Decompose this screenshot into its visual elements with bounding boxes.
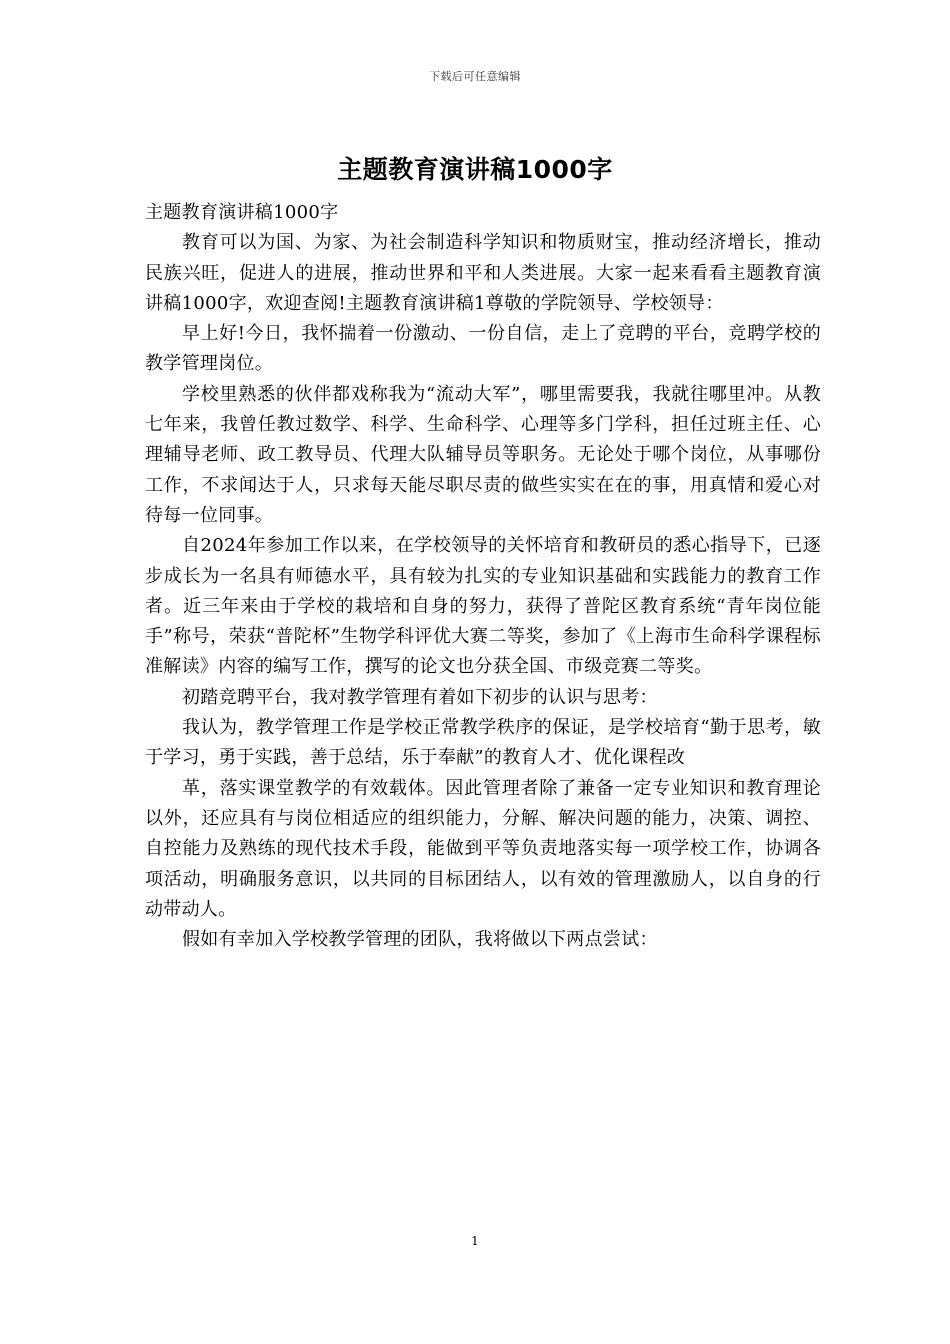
body-paragraph: 初踏竞聘平台，我对教学管理有着如下初步的认识与思考：: [182, 686, 658, 708]
page-number: 1: [471, 1234, 479, 1248]
document-body: [145, 198, 821, 955]
body-paragraph: 学校里熟悉的伙伴都戏称我为“流动大军”，哪里需要我，我就往哪里冲。从教七年来，我曾任教过数学、科学、生命科学、心理等多门学科，担任过班主任、心理辅导老师、政工教导员、代理大队辅导员等职务。无论处于哪个岗位，从事哪份工作，不求闻达于人，只求每天能尽职尽责的做些实实在在的事，用真情和爱心对待每一位同事。: [145, 383, 821, 526]
body-paragraph: 我认为，教学管理工作是学校正常教学秩序的保证，是学校培育“勤于思考，敏于学习，勇于实践，善于总结，乐于奉献”的教育人才、优化课程改: [145, 717, 821, 769]
body-paragraph: 早上好!今日，我怀揣着一份激动、一份自信，走上了竞聘的平台，竞聘学校的教学管理岗位。: [145, 323, 821, 375]
document-title: 主题教育演讲稿1000字: [337, 155, 613, 184]
body-paragraph: 假如有幸加入学校教学管理的团队，我将做以下两点尝试：: [182, 929, 658, 951]
body-paragraph: 自2024年参加工作以来，在学校领导的关怀培育和教研员的悉心指导下，已逐步成长为一名具有师德水平，具有较为扎实的专业知识基础和实践能力的教育工作者。近三年来由于学校的栽培和自身的努力，获得了普陀区教育系统“青年岗位能手”称号，荣获“普陀杯”生物学科评优大赛二等奖，参加了《上海市生命科学课程标准解读》内容的编写工作，撰写的论文也分获全国、市级竞赛二等奖。: [145, 535, 821, 678]
body-paragraph: 教育可以为国、为家、为社会制造科学知识和物质财宝，推动经济增长，推动民族兴旺，促进人的进展，推动世界和平和人类进展。大家一起来看看主题教育演讲稿1000字，欢迎查阅!主题教育演讲稿1尊敬的学院领导、学校领导：: [145, 232, 821, 314]
body-paragraph: 革，落实课堂教学的有效载体。因此管理者除了兼备一定专业知识和教育理论以外，还应具有与岗位相适应的组织能力，分解、解决问题的能力，决策、调控、自控能力及熟练的现代技术手段，能做到平等负责地落实每一项学校工作，协调各项活动，明确服务意识，以共同的目标团结人，以有效的管理激励人，以自身的行动带动人。: [145, 777, 821, 920]
subtitle-paragraph: 主题教育演讲稿1000字: [145, 202, 339, 223]
header-note: 下载后可任意编辑: [429, 70, 521, 83]
